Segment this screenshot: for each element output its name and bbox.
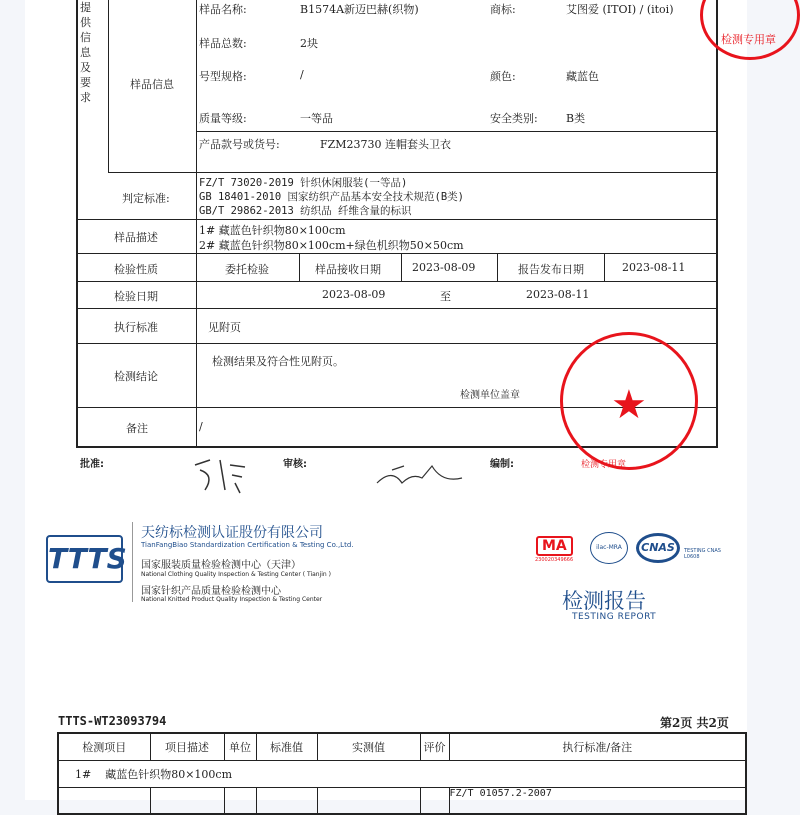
cnas-text: TESTING CNAS L0608 (684, 548, 721, 560)
count-label: 样品总数: (199, 37, 247, 50)
cma-logo: MA (536, 536, 573, 556)
provider-label: 提供信息及要求 (80, 1, 91, 104)
grade: 一等品 (300, 112, 333, 125)
cma-number: 230020349666 (535, 557, 574, 563)
column-header: 检测项目 (58, 733, 150, 760)
ilac-logo: ilac-MRA (590, 532, 628, 564)
nature-value: 委托检验 (225, 263, 269, 276)
model: / (300, 68, 304, 81)
sample-row: 1# 藏蓝色针织物80×100cm (58, 760, 746, 787)
received-label: 样品接收日期 (315, 263, 381, 276)
company-name-en: TianFangBiao Standardization Certification & Testing Co.,Ltd. (141, 541, 354, 549)
company-stamp: ★ 检测专用章 (560, 332, 698, 470)
report-title-en: TESTING REPORT (572, 612, 657, 622)
standard-item: FZ/T 73020-2019 针织休闲服装(一等品) (199, 177, 408, 189)
center2-cn: 国家针织产品质量检验检测中心 (141, 586, 281, 597)
model-label: 号型规格: (199, 70, 247, 83)
remark-label: 备注 (126, 422, 148, 435)
report-title-cn: 检测报告 (562, 589, 646, 613)
sample-info-label: 样品信息 (130, 78, 174, 91)
column-header: 执行标准/备注 (449, 733, 746, 760)
approver-signature (190, 455, 250, 495)
standard-item: GB/T 29862-2013 纺织品 纤维含量的标识 (199, 205, 412, 217)
date-to: 2023-08-11 (526, 288, 590, 301)
standards-label: 判定标准: (122, 192, 170, 205)
product: FZM23730 连帽套头卫衣 (320, 138, 452, 151)
edit-label: 编制: (490, 459, 514, 470)
standard-item: GB 18401-2010 国家纺织产品基本安全技术规范(B类) (199, 191, 464, 203)
center1-cn: 国家服装质量检验检测中心（天津） (141, 560, 301, 571)
table-row (58, 760, 746, 787)
color-label: 颜色: (490, 70, 516, 83)
date-to-label: 至 (440, 290, 451, 303)
color: 藏蓝色 (566, 70, 599, 83)
description-item: 2# 藏蓝色针织物80×100cm+绿色机织物50×50cm (199, 239, 464, 252)
column-header: 实测值 (317, 733, 420, 760)
center2-en: National Knitted Product Quality Inspection & Testing Center (141, 596, 323, 603)
review-label: 审核: (283, 459, 307, 470)
company-name-cn: 天纺标检测认证股份有限公司 (141, 525, 323, 541)
conclusion-value: 检测结果及符合性见附页。 (212, 355, 344, 368)
issued-label: 报告发布日期 (518, 263, 584, 276)
date-from: 2023-08-09 (322, 288, 386, 301)
column-header: 评价 (420, 733, 449, 760)
received-date: 2023-08-09 (412, 261, 476, 274)
safety: B类 (566, 112, 586, 125)
table-header-row (58, 733, 746, 760)
name-label: 样品名称: (199, 3, 247, 16)
description-label: 样品描述 (114, 231, 158, 244)
dates-label: 检验日期 (114, 290, 158, 303)
description-item: 1# 藏蓝色针织物80×100cm (199, 224, 346, 237)
column-header: 单位 (224, 733, 256, 760)
seal-label: 检测单位盖章 (460, 390, 520, 401)
cnas-logo: CNAS (636, 533, 680, 563)
exec-label: 执行标准 (114, 321, 158, 334)
conclusion-label: 检测结论 (114, 370, 158, 383)
page-indicator: 第2页 共2页 (660, 716, 729, 730)
remark-value: / (199, 420, 203, 433)
exec-value: 见附页 (208, 321, 241, 334)
standard-note: FZ/T 01057.2-2007 (449, 787, 746, 814)
brand-label: 商标: (490, 3, 516, 16)
reviewer-signature (372, 458, 467, 490)
report-number: TTTS-WT23093794 (58, 714, 167, 728)
results-table (57, 732, 747, 815)
corner-stamp: 检测专用章 (700, 0, 800, 60)
column-header: 项目描述 (150, 733, 224, 760)
safety-label: 安全类别: (490, 112, 538, 125)
brand: 艾图爱 (ITOI) / (itoi) (566, 3, 674, 16)
count: 2块 (300, 37, 318, 50)
grade-label: 质量等级: (199, 112, 247, 125)
column-header: 标准值 (256, 733, 317, 760)
sample-name: B1574A新迈巴赫(织物) (300, 3, 419, 16)
ttts-logo: TTTS (46, 535, 123, 583)
center1-en: National Clothing Quality Inspection & Testing Center ( Tianjin ) (141, 571, 331, 578)
approve-label: 批准: (80, 459, 104, 470)
table-row (58, 787, 746, 814)
nature-label: 检验性质 (114, 263, 158, 276)
product-label: 产品款号或货号: (199, 138, 280, 151)
issued-date: 2023-08-11 (622, 261, 686, 274)
